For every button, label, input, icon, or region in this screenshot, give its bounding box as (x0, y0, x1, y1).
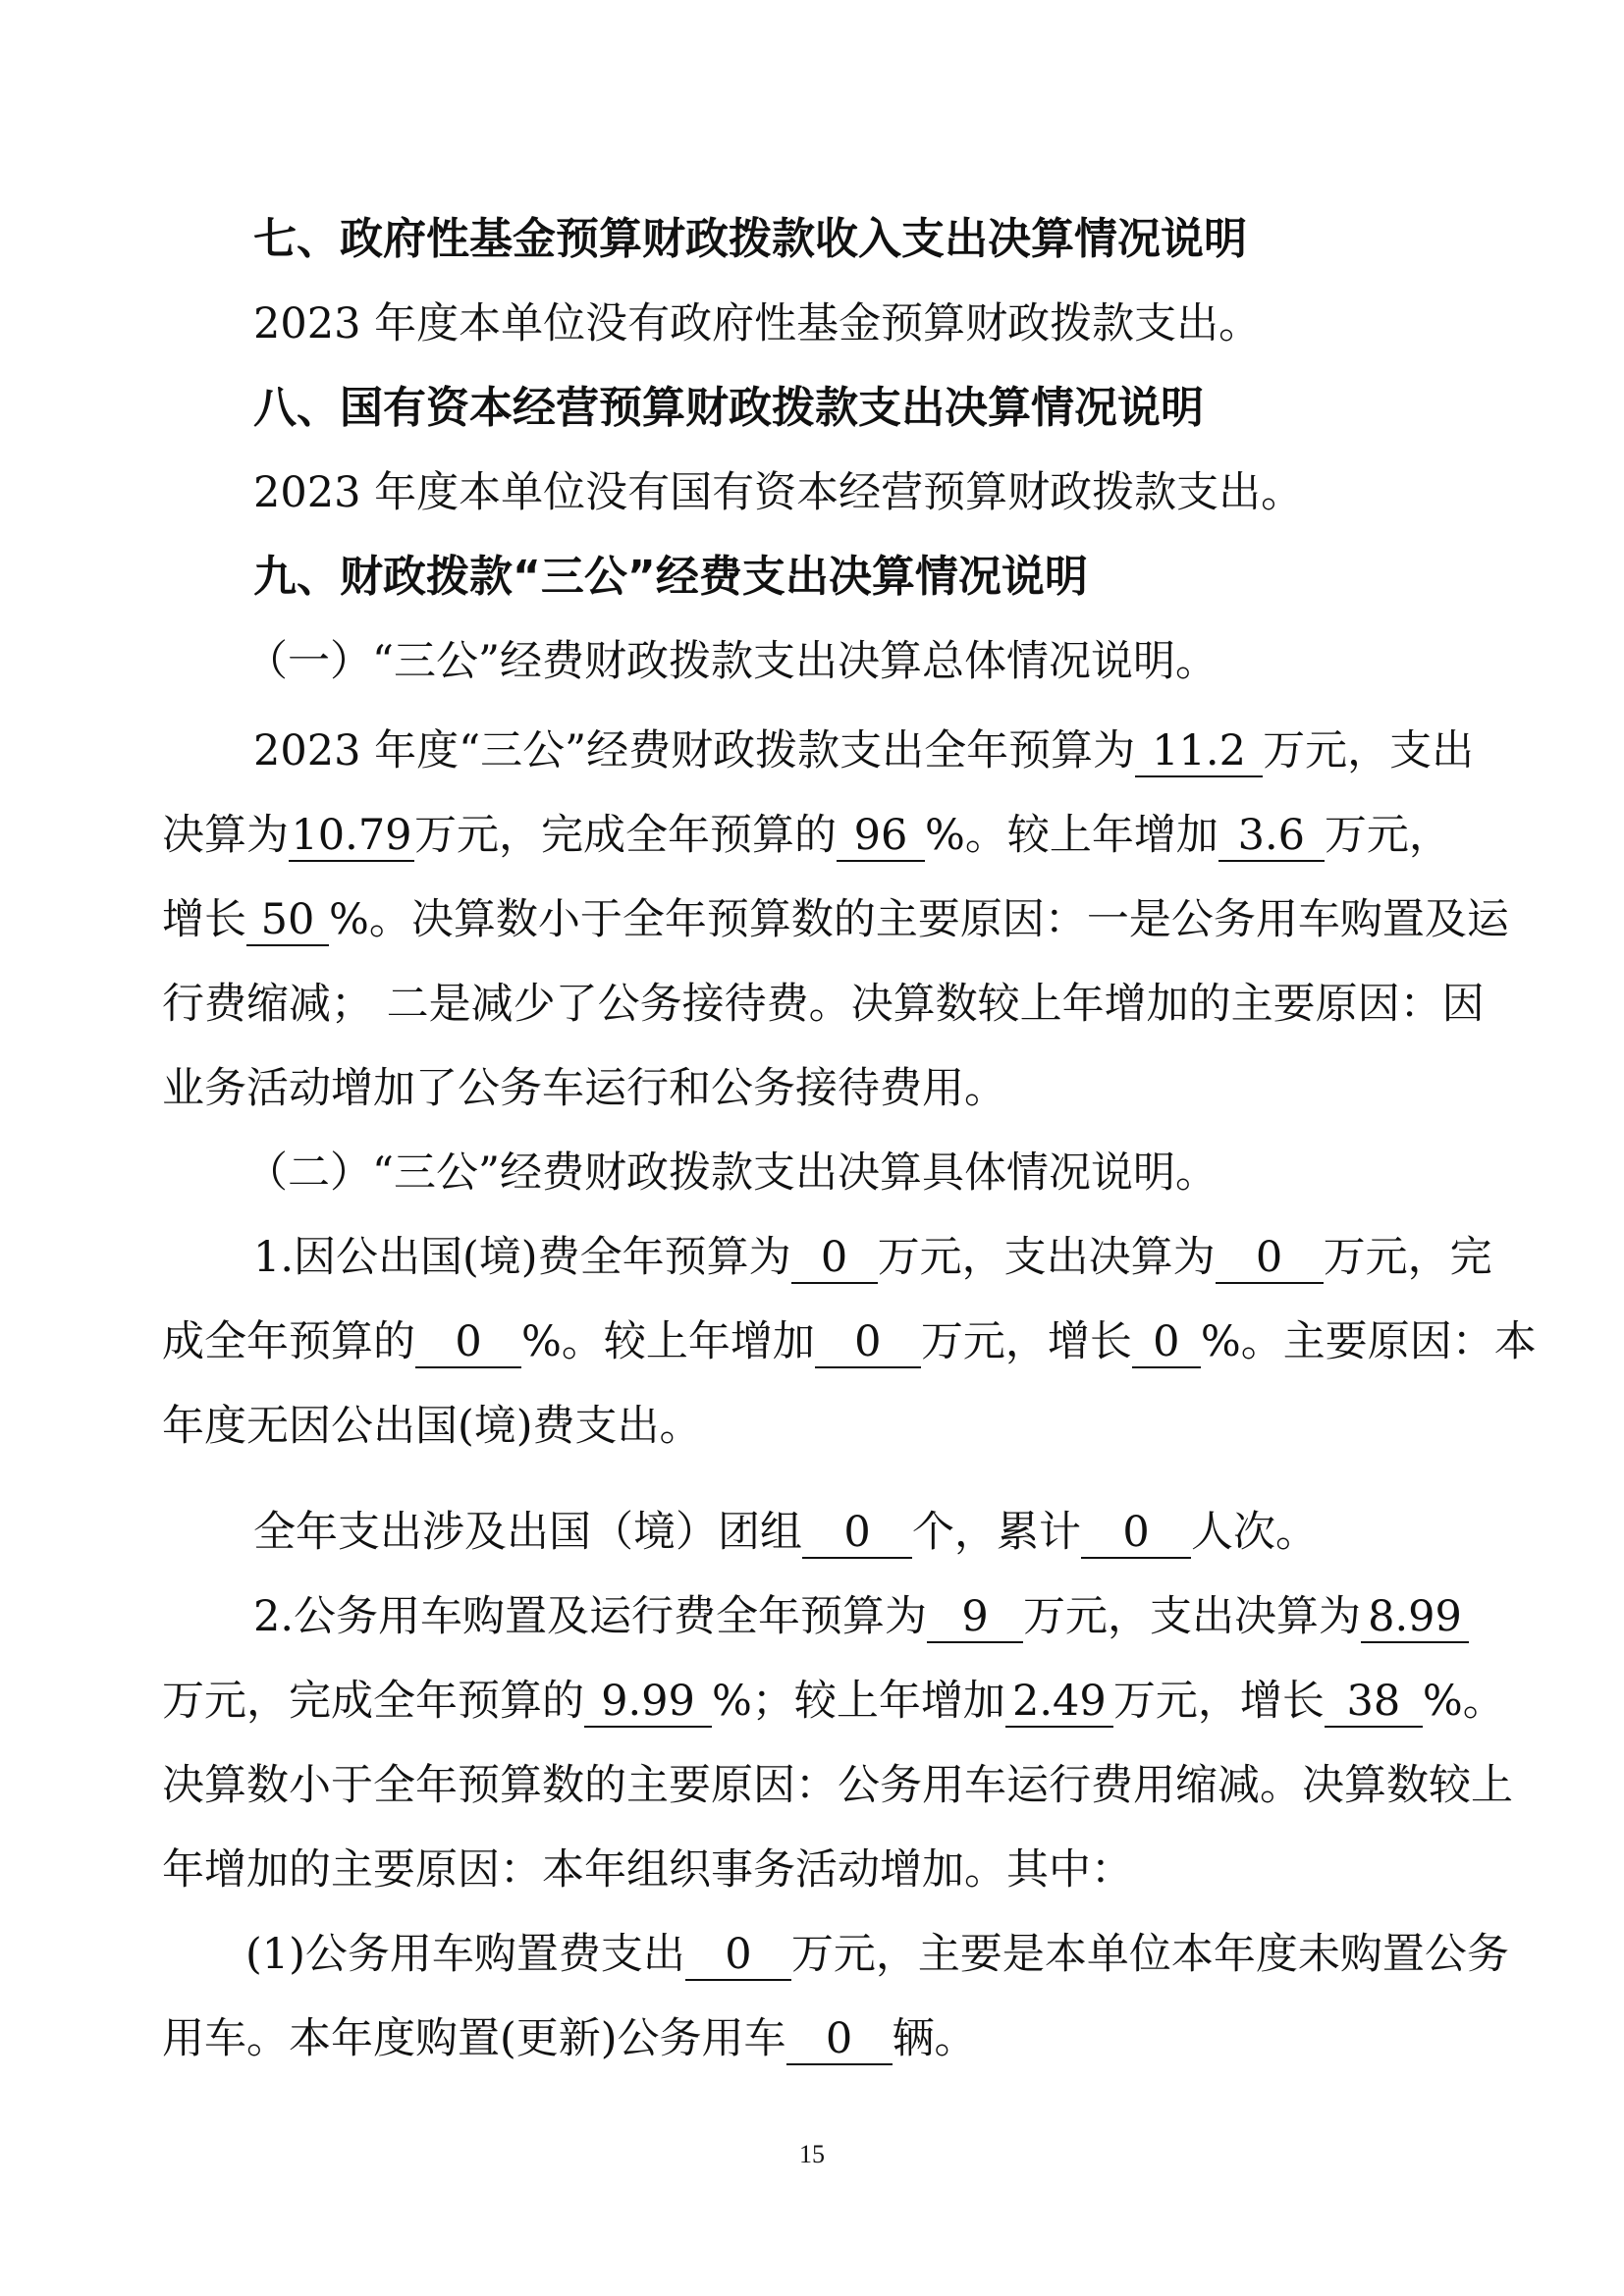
overall-completion-pct: 96 (837, 811, 925, 862)
item-1-line-3: 年度无因公出国(境)费支出。 (162, 1402, 702, 1451)
overall-actual-value: 10.79 (289, 811, 414, 862)
item-1-budget-value: 0 (791, 1233, 878, 1284)
subsection-2-title: （二）“三公”经费财政拨款支出决算具体情况说明。 (245, 1148, 1218, 1198)
section-8-body: 2023 年度本单位没有国有资本经营预算财政拨款支出。 (253, 468, 1304, 517)
overall-paragraph-line-3: 增长 50 %。决算数小于全年预算数的主要原因：一是公务用车购置及运 (162, 895, 1509, 944)
item-1-actual-value: 0 (1216, 1233, 1324, 1284)
item-2-increase-value: 2.49 (1005, 1677, 1113, 1728)
overall-paragraph-line-1: 2023 年度“三公”经费财政拨款支出全年预算为 11.2 万元，支出 (253, 726, 1475, 775)
item-1-persons-count: 0 (1081, 1508, 1191, 1559)
item-2-vehicles-count: 0 (786, 2014, 893, 2065)
overall-paragraph-line-5: 业务活动增加了公务车运行和公务接待费用。 (162, 1064, 1006, 1113)
overall-increase-value: 3.6 (1218, 811, 1325, 862)
item-1-line-4: 全年支出涉及出国（境）团组 0 个，累计 0 人次。 (253, 1508, 1318, 1557)
item-1-completion-pct: 0 (415, 1317, 521, 1368)
overall-growth-pct: 50 (246, 895, 329, 946)
item-1-increase-value: 0 (815, 1317, 921, 1368)
overall-paragraph-line-2: 决算为10.79万元，完成全年预算的 96 %。较上年增加 3.6 万元， (162, 811, 1451, 860)
overall-paragraph-line-4: 行费缩减； 二是减少了公务接待费。决算数较上年增加的主要原因：因 (162, 980, 1485, 1029)
item-2-line-2: 万元，完成全年预算的 9.99 %；较上年增加 2.49 万元，增长 38 %。 (162, 1677, 1505, 1726)
overall-budget-value: 11.2 (1135, 726, 1263, 777)
item-2-line-1: 2.公务用车购置及运行费全年预算为 9 万元，支出决算为 8.99 (0, 1587, 1624, 1646)
section-7-heading: 七、政府性基金预算财政拨款收入支出决算情况说明 (253, 214, 1247, 264)
item-2-line-3: 决算数小于全年预算数的主要原因：公务用车运行费用缩减。决算数较上 (162, 1761, 1513, 1810)
item-2-purchase-cost: 0 (685, 1930, 791, 1981)
item-1-line-2: 成全年预算的 0 %。较上年增加 0 万元，增长 0 %。主要原因：本 (162, 1317, 1537, 1366)
item-2-actual-value: 8.99 (1361, 1592, 1469, 1643)
section-7-body: 2023 年度本单位没有政府性基金预算财政拨款支出。 (253, 299, 1262, 348)
item-2-completion-pct: 9.99 (584, 1677, 712, 1728)
page-number: 15 (799, 2140, 825, 2168)
item-2-budget-value: 9 (927, 1592, 1023, 1643)
section-8-heading: 八、国有资本经营预算财政拨款支出决算情况说明 (253, 383, 1204, 433)
item-1-line-1: 1.因公出国(境)费全年预算为 0 万元，支出决算为 0 万元，完 (253, 1233, 1492, 1282)
subsection-1-title: （一）“三公”经费财政拨款支出决算总体情况说明。 (245, 637, 1218, 686)
item-2-sub-1-line-2: 用车。本年度购置(更新)公务用车 0 辆。 (162, 2014, 977, 2063)
item-1-groups-count: 0 (802, 1508, 912, 1559)
item-1-growth-pct: 0 (1132, 1317, 1201, 1368)
section-9-heading: 九、财政拨款“三公”经费支出决算情况说明 (253, 552, 1088, 602)
item-2-sub-1-line-1: (1)公务用车购置费支出 0 万元，主要是本单位本年度未购置公务 (245, 1930, 1509, 1979)
item-2-line-4: 年增加的主要原因：本年组织事务活动增加。其中： (162, 1845, 1133, 1895)
item-2-growth-pct: 38 (1325, 1677, 1423, 1728)
